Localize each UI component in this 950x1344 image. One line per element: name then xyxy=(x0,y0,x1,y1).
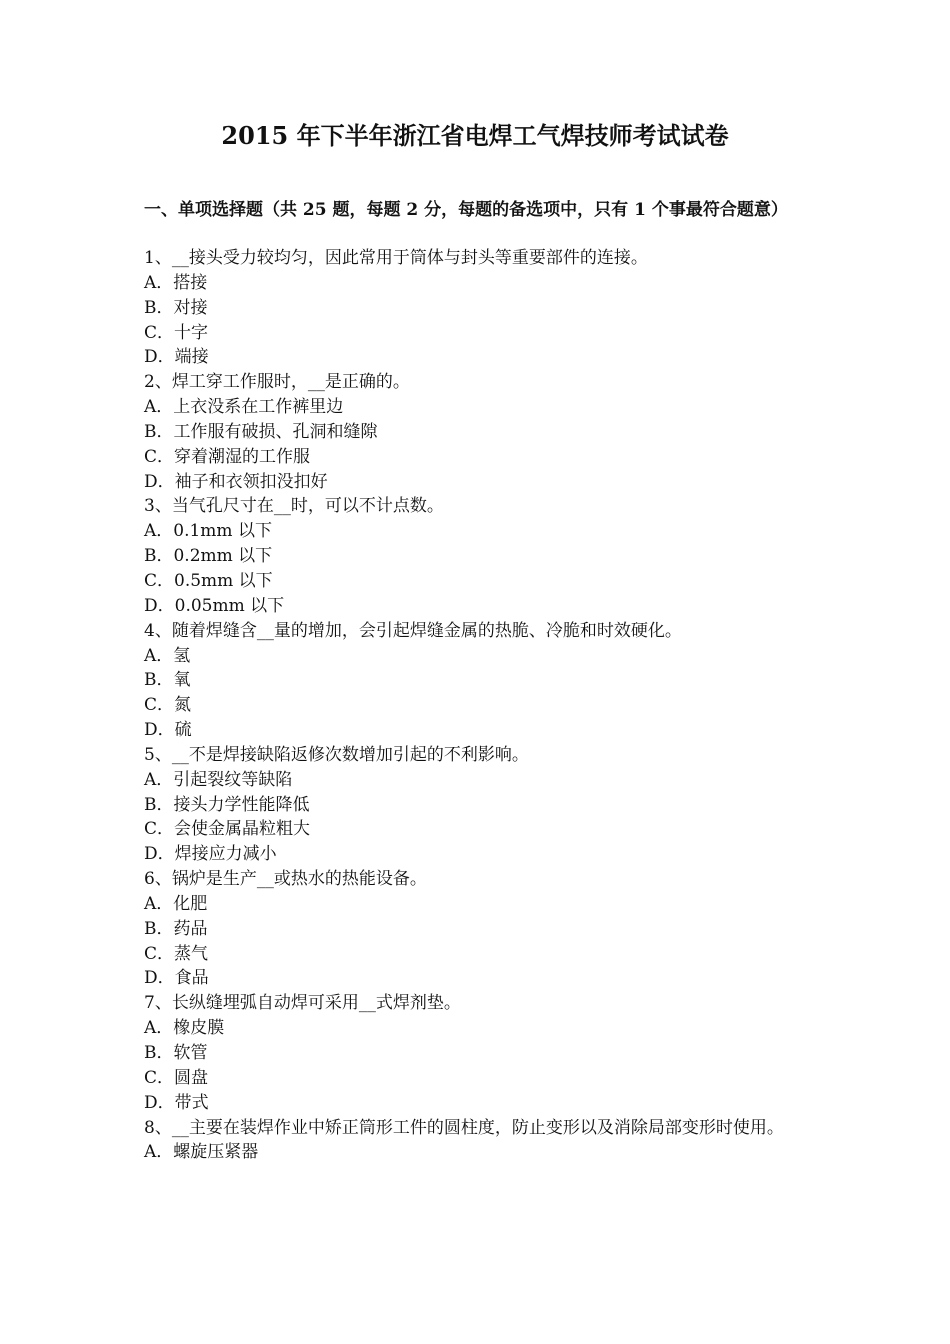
question-2 xyxy=(144,370,808,494)
option-b: B．对接 xyxy=(144,297,208,318)
option-a: A．搭接 xyxy=(144,272,208,293)
option-d: D．袖子和衣领扣没扣好 xyxy=(144,471,328,492)
question-stem: 8、__主要在装焊作业中矫正筒形工件的圆柱度，防止变形以及消除局部变形时使用。 xyxy=(144,1117,784,1138)
option-b: B．工作服有破损、孔洞和缝隙 xyxy=(144,421,378,442)
question-4 xyxy=(144,619,808,743)
option-a: A．螺旋压紧器 xyxy=(144,1142,259,1163)
option-a: A．上衣没系在工作裤里边 xyxy=(144,397,344,418)
question-stem: 7、长纵缝埋弧自动焊可采用__式焊剂垫。 xyxy=(144,993,461,1014)
question-7 xyxy=(144,991,808,1115)
option-d: D．带式 xyxy=(144,1092,209,1113)
option-b: B．药品 xyxy=(144,918,208,939)
option-a: A．化肥 xyxy=(144,893,208,914)
question-1 xyxy=(144,246,808,370)
option-d: D．焊接应力减小 xyxy=(144,844,277,865)
option-c: C．十字 xyxy=(144,322,209,343)
option-c: C．会使金属晶粒粗大 xyxy=(144,819,311,840)
option-c: C．0.5mm 以下 xyxy=(144,570,273,591)
option-d: D．0.05mm 以下 xyxy=(144,595,285,616)
option-d: D．硫 xyxy=(144,720,192,741)
question-6 xyxy=(144,867,808,991)
question-stem: 5、__不是焊接缺陷返修次数增加引起的不利影响。 xyxy=(144,744,529,765)
question-stem: 6、锅炉是生产__或热水的热能设备。 xyxy=(144,869,427,890)
option-b: B．接头力学性能降低 xyxy=(144,794,310,815)
option-d: D．端接 xyxy=(144,347,209,368)
option-d: D．食品 xyxy=(144,968,209,989)
option-b: B．氧 xyxy=(144,670,191,691)
option-b: B．0.2mm 以下 xyxy=(144,546,273,567)
question-8 xyxy=(144,1116,808,1166)
question-stem: 4、随着焊缝含__量的增加，会引起焊缝金属的热脆、冷脆和时效硬化。 xyxy=(144,620,682,641)
question-stem: 3、当气孔尺寸在__时，可以不计点数。 xyxy=(144,496,444,517)
option-c: C．氮 xyxy=(144,695,192,716)
option-a: A．引起裂纹等缺陷 xyxy=(144,769,293,790)
option-a: A．橡皮膜 xyxy=(144,1018,225,1039)
document-title: 2015 年下半年浙江省电焊工气焊技师考试试卷 xyxy=(221,121,729,150)
question-3 xyxy=(144,494,808,618)
option-c: C．蒸气 xyxy=(144,943,209,964)
option-a: A．氢 xyxy=(144,645,191,666)
question-list xyxy=(144,246,808,1165)
section-heading: 一、单项选择题（共 25 题，每题 2 分，每题的备选项中，只有 1 个事最符合题意） xyxy=(144,200,788,220)
option-c: C．圆盘 xyxy=(144,1067,209,1088)
question-5 xyxy=(144,743,808,867)
option-b: B．软管 xyxy=(144,1043,208,1063)
option-c: C．穿着潮湿的工作服 xyxy=(144,446,311,467)
question-stem: 1、__接头受力较均匀，因此常用于筒体与封头等重要部件的连接。 xyxy=(144,248,648,268)
option-a: A．0.1mm 以下 xyxy=(144,521,272,542)
question-stem: 2、焊工穿工作服时，__是正确的。 xyxy=(144,372,410,393)
